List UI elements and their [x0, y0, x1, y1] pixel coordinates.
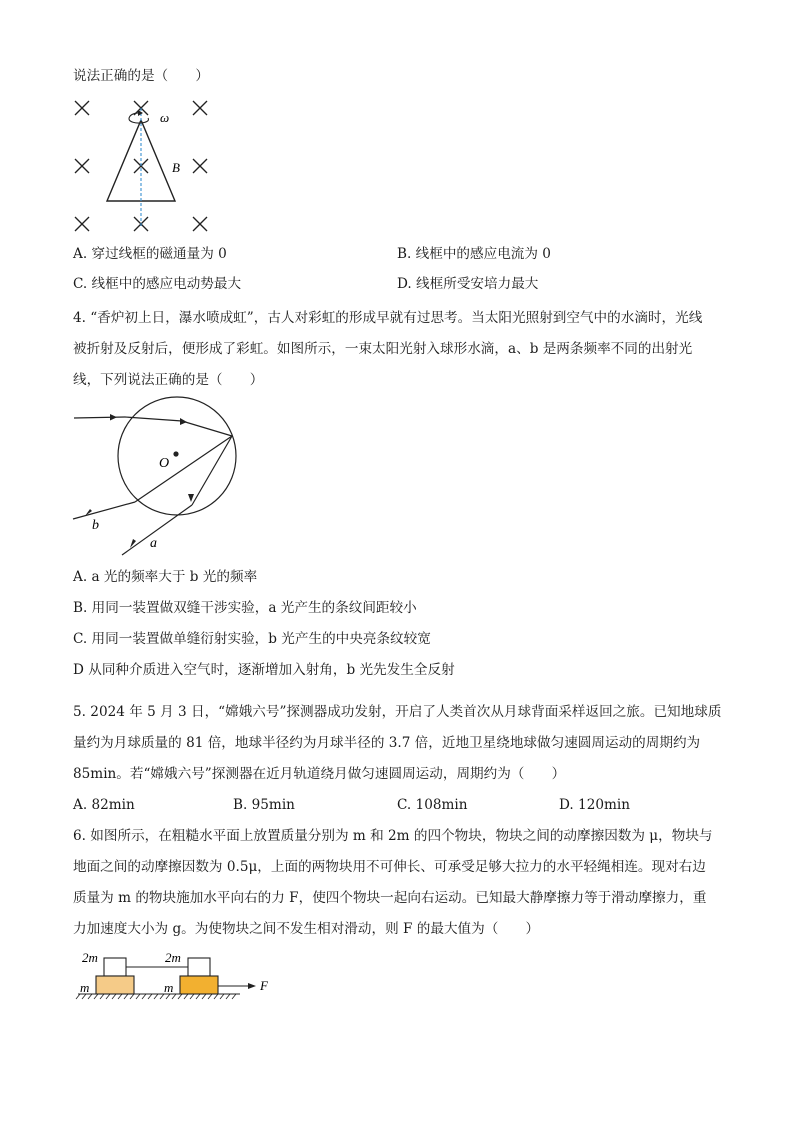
field-b-label: B [172, 160, 180, 175]
top-right-block [188, 958, 210, 976]
q5-stem-line-1: 5. 2024 年 5 月 3 日，“嫦娥六号”探测器成功发射，开启了人类首次从月球背面采样返回之旅。已知地球质 [73, 704, 722, 720]
q3-option-c: C. 线框中的感应电动势最大 [73, 276, 242, 292]
ground-hatch [76, 994, 236, 999]
cross-mark-1 [75, 101, 89, 115]
reflected-ray-b [135, 436, 232, 502]
q5-option-d: D. 120min [559, 797, 630, 813]
cross-mark-7 [75, 217, 89, 231]
reflected-ray-a [192, 436, 232, 505]
center-o-label: O [159, 456, 170, 471]
q5-option-a: A. 82min [73, 797, 135, 813]
exit-ray-b [73, 502, 135, 519]
q6-stem-line-2: 地面之间的动摩擦因数为 0.5μ，上面的两物块用不可伸长、可承受足够大拉力的水平轻绳相连。现对右边 [73, 859, 706, 875]
q6-stem-line-3: 质量为 m 的物块施加水平向右的力 F，使四个物块一起向右运动。已知最大静摩擦力等于滑动摩擦力，重 [73, 890, 707, 906]
incident-ray [74, 417, 125, 418]
q4-stem-line-3: 线，下列说法正确的是（ ） [73, 372, 264, 388]
q3-option-d: D. 线框所受安培力最大 [397, 276, 539, 292]
cross-mark-3 [193, 101, 207, 115]
cross-mark-9 [193, 217, 207, 231]
bottom-right-mass-label: m [164, 980, 174, 995]
q5-stem-line-3: 85min。若“嫦娥六号”探测器在近月轨道绕月做匀速圆周运动，周期约为（ ） [73, 766, 566, 782]
q4-stem-line-1: 4. “香炉初上日，瀑水喷成虹”，古人对彩虹的形成早就有过思考。当太阳光照射到空气中的水滴时，光线 [73, 310, 703, 326]
q5-option-b: B. 95min [233, 797, 295, 813]
refracted-ray [125, 417, 232, 436]
cross-mark-6 [193, 159, 207, 173]
force-label: F [260, 978, 268, 993]
center-dot [173, 451, 178, 456]
q6-blocks-figure [76, 948, 276, 1008]
q4-option-d: D 从同种介质进入空气时，逐渐增加入射角，b 光先发生全反射 [73, 662, 455, 678]
ray-b-label: b [92, 518, 99, 533]
q4-option-c: C. 用同一装置做单缝衍射实验，b 光产生的中央亮条纹较宽 [73, 631, 431, 647]
q4-option-b: B. 用同一装置做双缝干涉实验，a 光产生的条纹间距较小 [73, 600, 417, 616]
bottom-left-block [96, 976, 134, 994]
top-left-mass-label: 2m [82, 950, 98, 965]
q3-stem-tail: 说法正确的是（ ） [73, 68, 209, 84]
omega-label: ω [160, 110, 170, 125]
bottom-left-mass-label: m [80, 980, 90, 995]
q3-option-b: B. 线框中的感应电流为 0 [397, 246, 551, 262]
ray-a-label: a [150, 536, 157, 551]
q6-stem-line-4: 力加速度大小为 g。为使物块之间不发生相对滑动，则 F 的最大值为（ ） [73, 921, 540, 937]
q4-option-a: A. a 光的频率大于 b 光的频率 [73, 569, 258, 585]
top-left-block [104, 958, 126, 976]
exit-ray-a [122, 505, 192, 555]
cross-mark-4 [75, 159, 89, 173]
q6-stem-line-1: 6. 如图所示，在粗糙水平面上放置质量分别为 m 和 2m 的四个物块，物块之间的动摩擦因数为 μ，物块与 [73, 828, 713, 844]
q4-stem-line-2: 被折射及反射后，便形成了彩虹。如图所示，一束太阳光射入球形水滴，a、b 是两条频率不同的出射光 [73, 341, 693, 357]
q4-raindrop-figure [70, 398, 250, 558]
q3-loop-figure [72, 98, 212, 238]
q3-option-a: A. 穿过线框的磁通量为 0 [73, 246, 227, 262]
q5-stem-line-2: 量约为月球质量的 81 倍，地球半径约为月球半径的 3.7 倍，近地卫星绕地球做匀速圆周运动的周期约为 [73, 735, 701, 751]
bottom-right-block [180, 976, 218, 994]
top-right-mass-label: 2m [165, 950, 181, 965]
q5-option-c: C. 108min [397, 797, 468, 813]
